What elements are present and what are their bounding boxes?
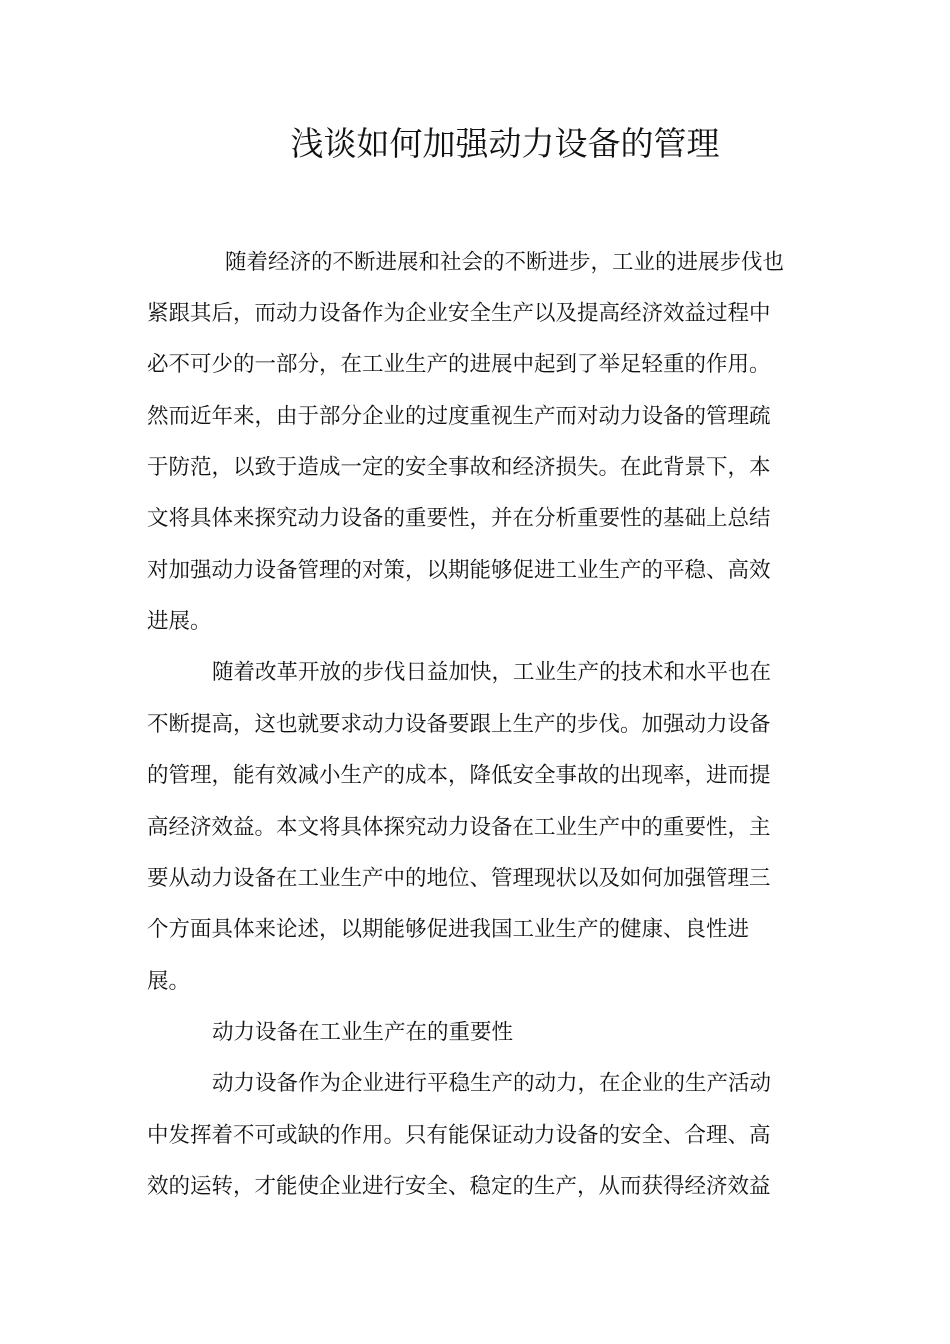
paragraph-line: 对加强动力设备管理的对策，以期能够促进工业生产的平稳、高效 (147, 558, 771, 583)
paragraph-line: 中发挥着不可或缺的作用。只有能保证动力设备的安全、合理、高 (147, 1123, 771, 1148)
document-title: 浅谈如何加强动力设备的管理 (290, 124, 720, 163)
paragraph-line: 然而近年来，由于部分企业的过度重视生产而对动力设备的管理疏 (147, 404, 771, 429)
paragraph-line: 不断提高，这也就要求动力设备要跟上生产的步伐。加强动力设备 (147, 712, 771, 737)
section-heading: 动力设备在工业生产在的重要性 (212, 1020, 514, 1045)
paragraph-line: 进展。 (147, 609, 212, 634)
paragraph-line: 动力设备作为企业进行平稳生产的动力，在企业的生产活动 (212, 1071, 772, 1096)
paragraph-line: 紧跟其后，而动力设备作为企业安全生产以及提高经济效益过程中 (147, 301, 771, 326)
paragraph-line: 效的运转，才能使企业进行安全、稳定的生产，从而获得经济效益 (147, 1174, 771, 1199)
paragraph-line: 要从动力设备在工业生产中的地位、管理现状以及如何加强管理三 (147, 866, 771, 891)
paragraph-line: 随着改革开放的步伐日益加快，工业生产的技术和水平也在 (212, 660, 772, 685)
paragraph-line: 展。 (147, 969, 191, 994)
paragraph-line: 的管理，能有效减小生产的成本，降低安全事故的出现率，进而提 (147, 763, 771, 788)
paragraph-line: 文将具体来探究动力设备的重要性，并在分析重要性的基础上总结 (147, 506, 771, 531)
paragraph-line: 于防范，以致于造成一定的安全事故和经济损失。在此背景下，本 (147, 455, 771, 480)
paragraph-line: 个方面具体来论述，以期能够促进我国工业生产的健康、良性进 (147, 917, 750, 942)
paragraph-line: 必不可少的一部分，在工业生产的进展中起到了举足轻重的作用。 (147, 352, 771, 377)
paragraph-line: 高经济效益。本文将具体探究动力设备在工业生产中的重要性，主 (147, 815, 771, 840)
paragraph-line: 随着经济的不断进展和社会的不断进步，工业的进展步伐也 (225, 250, 785, 275)
